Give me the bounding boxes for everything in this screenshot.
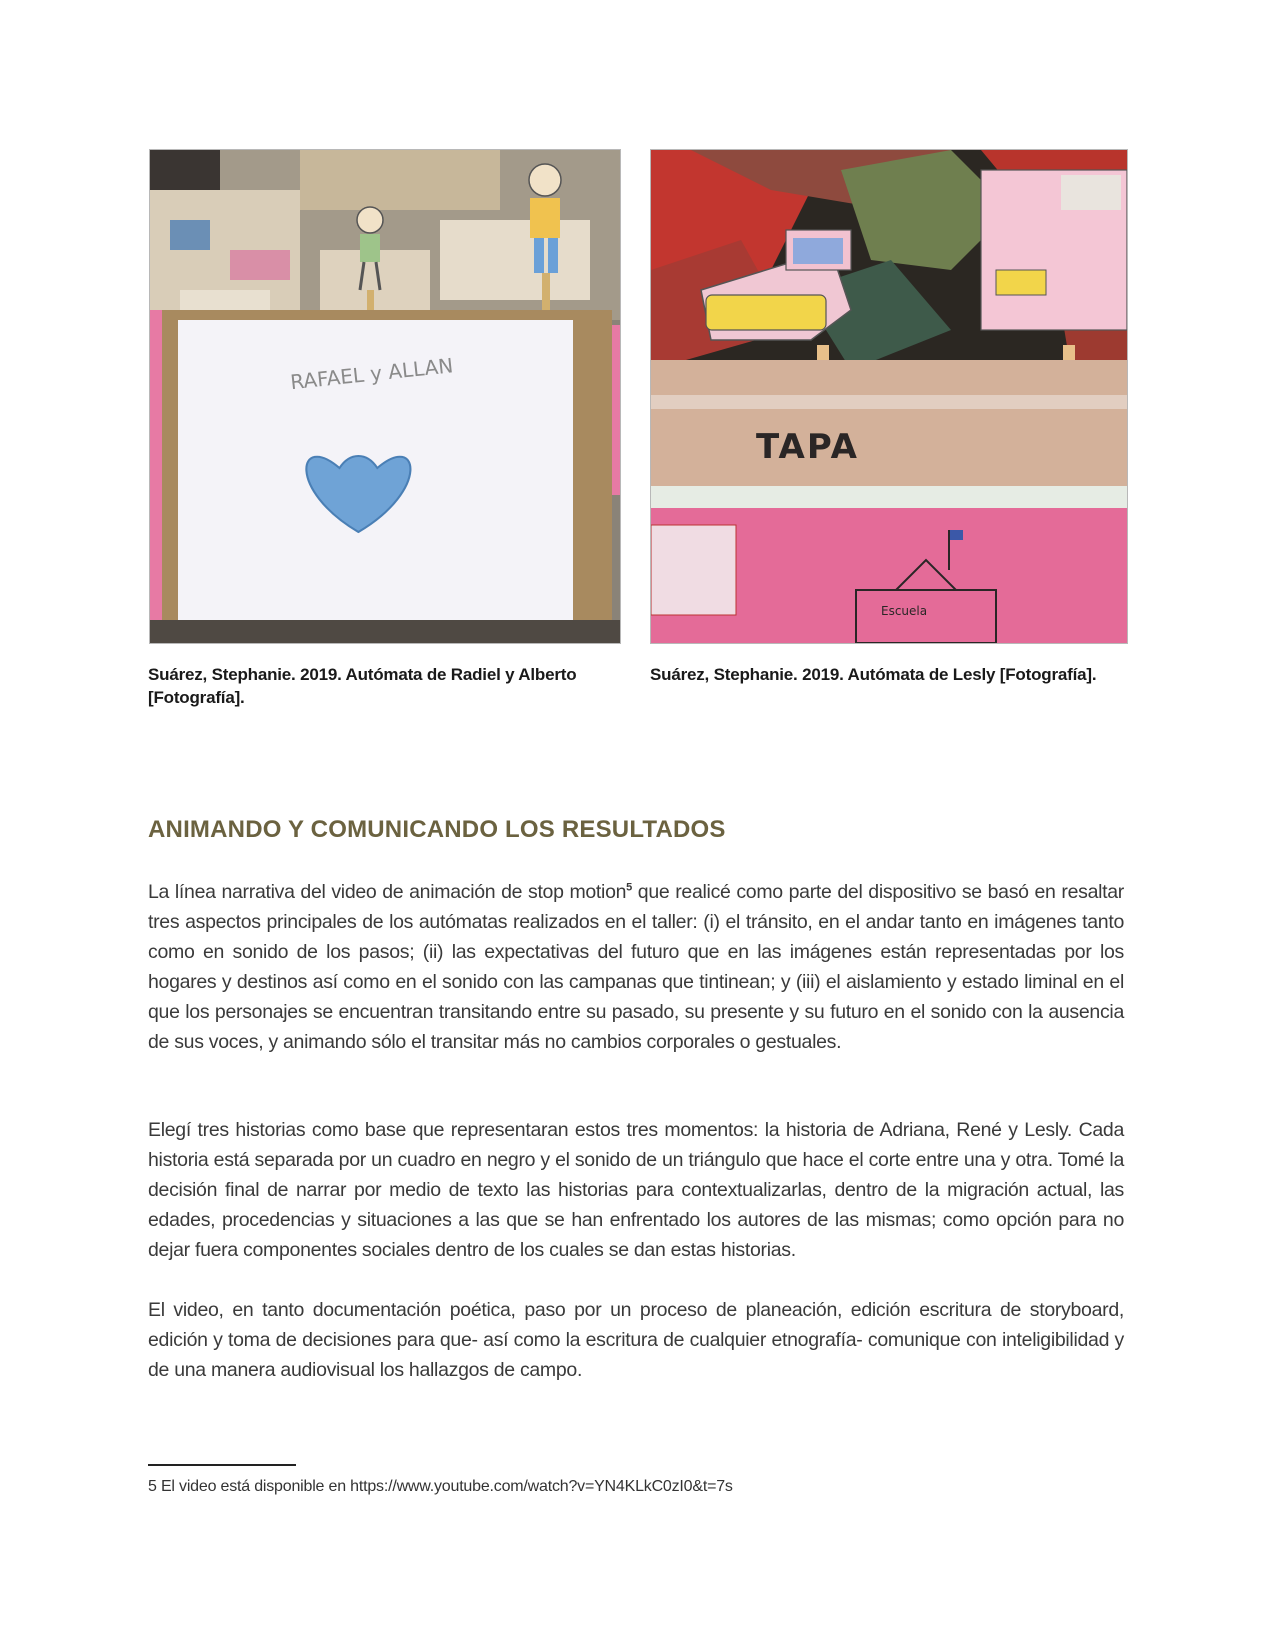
footnote-divider — [148, 1464, 296, 1466]
photo-handwriting-left: RAFAEL y ALLAN — [289, 353, 455, 395]
body-paragraph-3: El video, en tanto documentación poética, paso por un proceso de planeación, edición escritura de storyboard, edición y toma de decisiones para que- así como la escritura de cualquier etnografía- comunique con inteligibilidad y de una manera audiovisual los hallazgos de campo. — [148, 1299, 1124, 1381]
photo-automaton-radiel-alberto — [149, 149, 621, 644]
footnote-reference[interactable]: 5 — [626, 881, 632, 894]
photo-school-label: Escuela — [881, 604, 928, 618]
section-heading: ANIMANDO Y COMUNICANDO LOS RESULTADOS — [148, 816, 726, 843]
body-paragraph-1 — [148, 877, 1124, 1057]
body-paragraph-2: Elegí tres historias como base que representaran estos tres momentos: la historia de Adriana, René y Lesly. Cada historia está separada por un cuadro en negro y el sonido de un triángulo que hace el corte entre una y otra. Tomé la decisión final de narrar por medio de texto las historias para contextualizarlas, dentro de la migración actual, las edades, procedencias y situaciones a las que se han enfrentado los autores de las mismas; como opción para no dejar fuera componentes sociales dentro de los cuales se dan estas historias. — [148, 1119, 1124, 1261]
photo-illustration-right — [651, 150, 1127, 643]
photo-illustration-left — [150, 150, 620, 643]
photo-automaton-lesly — [650, 149, 1128, 644]
paragraph-1-start: La línea narrativa del video de animación de stop motion — [148, 881, 627, 903]
paragraph-1-rest: que realicé como parte del dispositivo se basó en resaltar tres aspectos principales de los autómatas realizados en el taller: (i) el tránsito, en el andar tanto en imágenes tanto como en sonido de los pasos; (ii) las expectativas del futuro que en las imágenes están representadas por los hogares y destinos así como en el sonido con las campanas que tintinean; y (iii) el aislamiento y estado liminal en el que los personajes se encuentran transitando entre su pasado, su presente y su futuro en el sonido con la ausencia de sus voces, y animando sólo el transitar más no cambios corporales o gestuales. — [148, 881, 1124, 1053]
photo-lid-label: TAPA — [756, 427, 859, 467]
footnote: 5 El video está disponible en https://www.youtube.com/watch?v=YN4KLkC0zI0&t=7s — [148, 1478, 733, 1495]
figure-caption-right: Suárez, Stephanie. 2019. Autómata de Lesly [Fotografía]. — [650, 665, 1097, 684]
figure-caption-left: Suárez, Stephanie. 2019. Autómata de Radiel y Alberto [Fotografía]. — [148, 665, 577, 707]
